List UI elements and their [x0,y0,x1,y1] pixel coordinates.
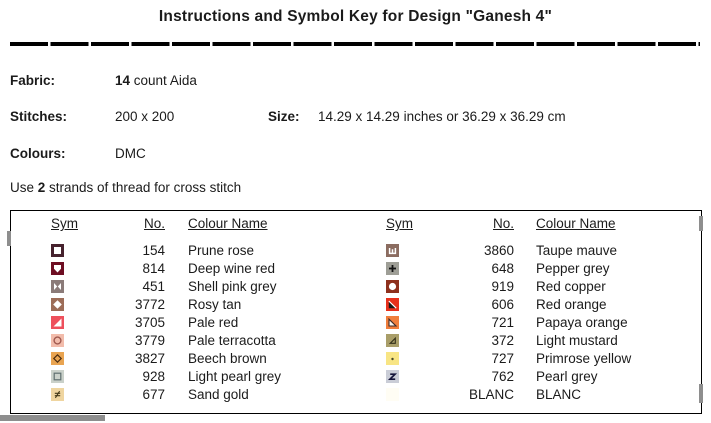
key-row [386,277,686,295]
symbol-cell [386,298,414,311]
thread-number: 677 [142,386,165,402]
key-row [386,349,686,367]
colours-row [10,146,146,161]
symbol-cell [51,352,79,365]
thread-number: 154 [142,242,165,258]
key-row [51,331,361,349]
stitch-symbol-icon-neq [51,388,64,401]
thread-number: 919 [491,278,514,294]
size-label: Size: [268,109,300,124]
colour-name: Primrose yellow [536,350,632,366]
stitches-label: Stitches: [10,109,68,124]
page-title: Instructions and Symbol Key for Design "Ganesh 4" [158,8,553,25]
symbol-cell [51,388,79,401]
stitch-symbol-icon-sha [386,244,399,257]
fabric-value: 14 count Aida [115,73,197,88]
key-row [51,385,361,403]
thread-number: 3827 [134,350,165,366]
scan-artifact-bottom-bar [0,415,105,421]
symbol-cell [386,352,414,365]
key-row [386,331,686,349]
stitch-symbol-icon-none [386,388,399,401]
fabric-row [10,73,197,88]
colour-name: BLANC [536,386,582,402]
colours-value: DMC [115,146,146,161]
key-row [51,295,361,313]
stitch-symbol-icon-circle-outline [51,334,64,347]
key-row [386,313,686,331]
stitch-symbol-icon-bowtie [51,280,64,293]
symbol-key-table [10,210,702,414]
stitch-symbol-icon-small-triangle-outline [386,334,399,347]
symbol-cell [51,334,79,347]
header-sym: Sym [386,216,413,231]
key-row [51,313,361,331]
symbol-cell [386,334,414,347]
key-row [386,367,686,385]
key-row [51,259,361,277]
stitch-symbol-icon-square-solid-inner [51,244,64,257]
thread-number: 3772 [134,296,165,312]
stitch-symbol-icon-shield [51,262,64,275]
stitch-symbol-icon-diamond-outline [51,352,64,365]
key-row [51,367,361,385]
stitch-symbol-icon-triangle-br [51,316,64,329]
scan-artifact-left-tick [7,231,11,246]
stitches-row [10,109,566,124]
key-row [51,241,361,259]
thread-number: BLANC [468,386,514,402]
fabric-label: Fabric: [10,73,56,88]
size-value: 14.29 x 14.29 inches or 36.29 x 36.29 cm [318,109,566,124]
thread-number: 372 [491,332,514,348]
thread-number: 3705 [134,314,165,330]
colour-name: Sand gold [188,386,249,402]
stitch-symbol-icon-dot [386,352,399,365]
colour-name: Pale terracotta [188,332,276,348]
key-row [51,277,361,295]
strands-note: Use 2 strands of thread for cross stitch [10,180,242,195]
colour-name: Pepper grey [536,260,610,276]
colour-name: Deep wine red [188,260,276,276]
thread-number: 762 [491,368,514,384]
stitch-symbol-icon-circle-solid [386,280,399,293]
colour-name: Beech brown [188,350,267,366]
symbol-cell [386,280,414,293]
stitch-symbol-icon-plus [386,262,399,275]
symbol-cell [51,298,79,311]
thread-number: 648 [491,260,514,276]
symbol-cell [51,370,79,383]
stitch-symbol-icon-square-outline [51,370,64,383]
key-row [386,241,686,259]
symbol-cell [386,316,414,329]
header-colour-name: Colour Name [188,216,268,231]
thread-number: 3860 [483,242,514,258]
thread-number: 928 [142,368,165,384]
symbol-cell [51,280,79,293]
thread-number: 3779 [134,332,165,348]
symbol-cell [51,262,79,275]
symbol-cell [386,244,414,257]
key-row [386,259,686,277]
header-no: No. [143,216,165,231]
colour-name: Light mustard [536,332,618,348]
colour-name: Taupe mauve [536,242,618,258]
colour-name: Pearl grey [536,368,598,384]
colours-label: Colours: [10,146,66,161]
key-row [386,295,686,313]
title-divider-line [10,42,700,46]
key-header-left [51,216,361,234]
thread-number: 721 [491,314,514,330]
stitches-value: 200 x 200 [115,109,175,124]
stitch-symbol-icon-z [386,370,399,383]
thread-number: 606 [491,296,514,312]
key-rows-left [51,241,361,403]
colour-name: Red orange [536,296,607,312]
colour-name: Prune rose [188,242,255,258]
colour-name: Red copper [536,278,606,294]
key-rows-right [386,241,686,403]
header-sym: Sym [51,216,78,231]
scan-artifact-right-tick-bottom [699,384,703,403]
symbol-cell [51,316,79,329]
key-row [386,385,686,403]
colour-name: Pale red [188,314,239,330]
colour-name: Light pearl grey [188,368,282,384]
colour-name: Shell pink grey [188,278,277,294]
thread-number: 451 [142,278,165,294]
symbol-cell [386,370,414,383]
stitch-symbol-icon-diamond [51,298,64,311]
symbol-cell [51,244,79,257]
stitch-symbol-icon-triangle-bl-outline [386,316,399,329]
key-column-left [51,216,361,403]
header-colour-name: Colour Name [536,216,616,231]
stitch-symbol-icon-triangle-bl-hyp [386,298,399,311]
thread-number: 814 [142,260,165,276]
header-no: No. [492,216,514,231]
key-column-right [386,216,686,403]
key-header-right [386,216,686,234]
thread-number: 727 [491,350,514,366]
symbol-cell [386,388,414,401]
key-row [51,349,361,367]
scan-artifact-right-tick-top [699,216,703,231]
colour-name: Papaya orange [536,314,628,330]
symbol-cell [386,262,414,275]
colour-name: Rosy tan [188,296,242,312]
